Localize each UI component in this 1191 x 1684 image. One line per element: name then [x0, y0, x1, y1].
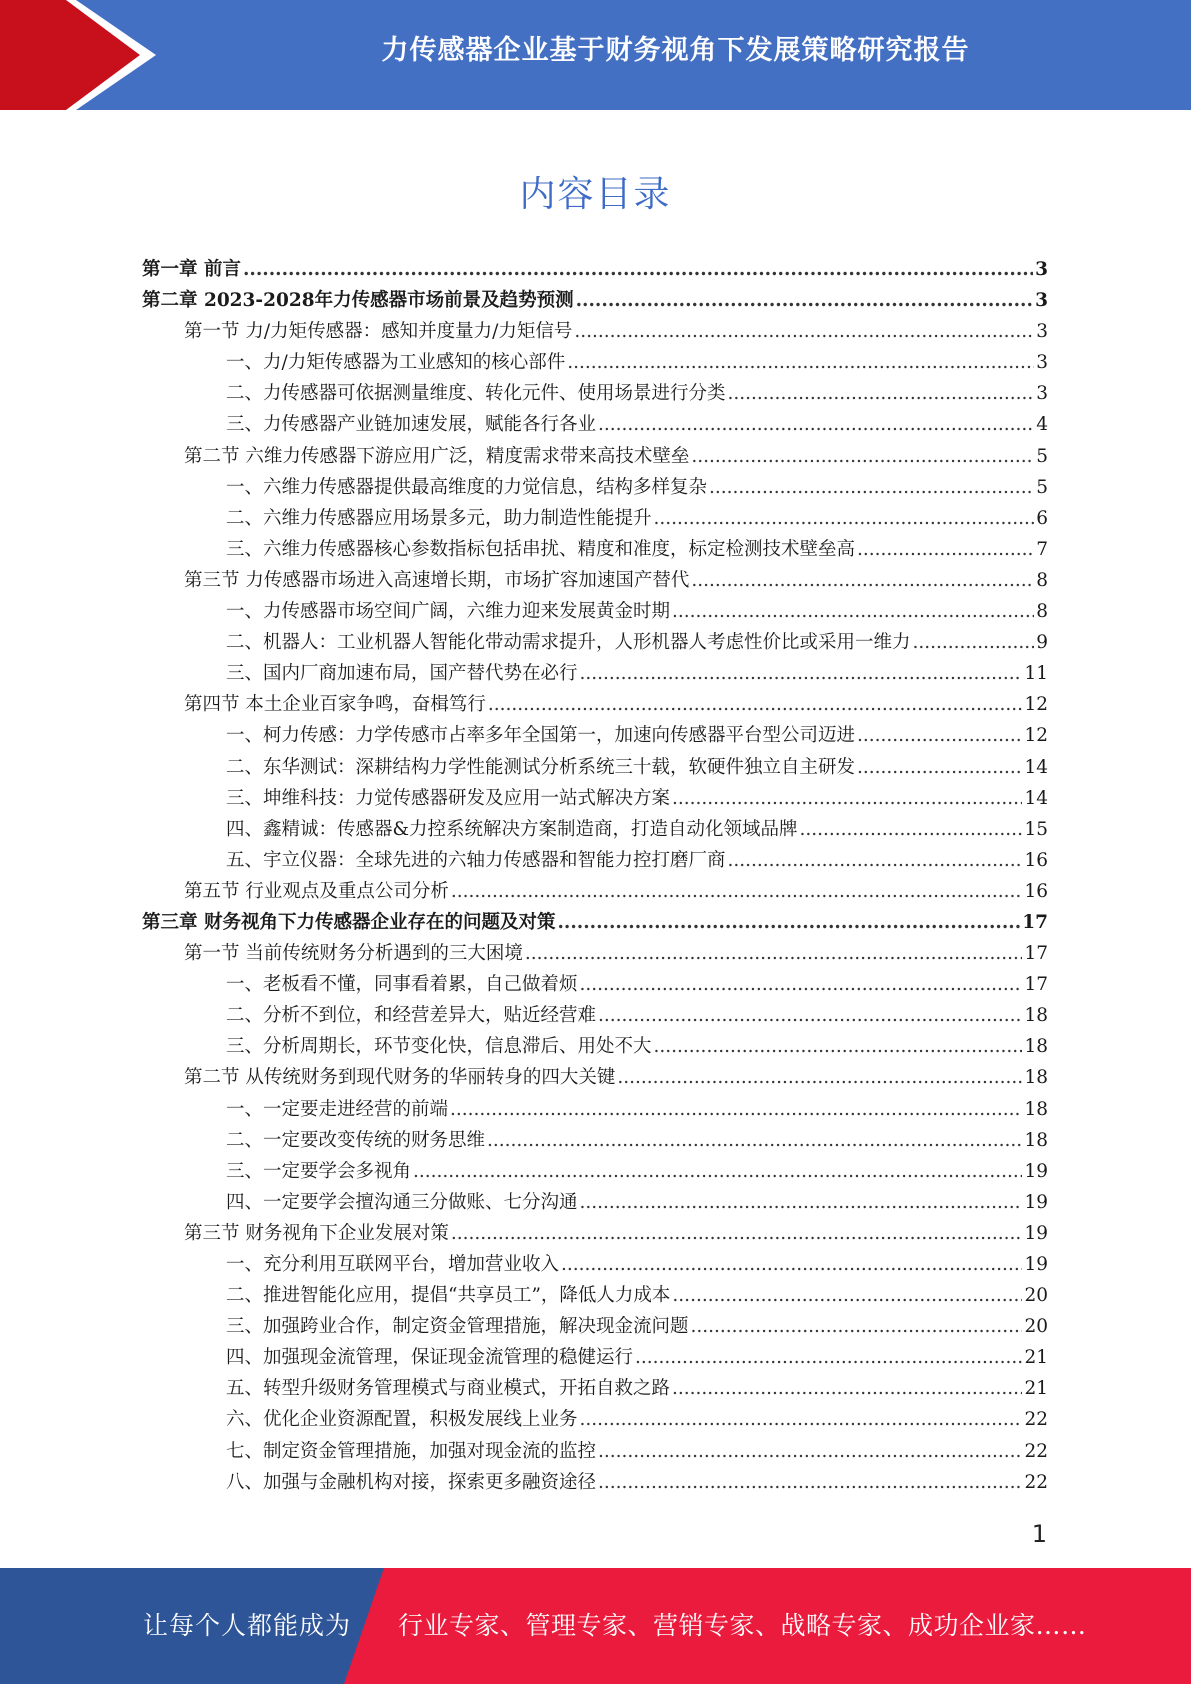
toc-dot-leader [598, 1467, 1022, 1498]
toc-dot-leader [243, 254, 1033, 285]
toc-entry-page: 15 [1024, 818, 1048, 840]
toc-subsection-entry[interactable] [142, 1311, 1048, 1342]
toc-entry-label: 二、一定要改变传统的财务思维 [226, 1129, 486, 1151]
toc-entry-label: 第三章 财务视角下力传感器企业存在的问题及对策 [142, 911, 556, 933]
toc-entry-page: 12 [1024, 725, 1048, 747]
footer-slogan-left: 让每个人都能成为 [143, 1611, 352, 1640]
toc-dot-leader [728, 845, 1023, 876]
toc-entry-page: 8 [1036, 569, 1048, 591]
toc-subsection-entry[interactable] [142, 1156, 1048, 1187]
toc-entry-label: 第一节 当前传统财务分析遇到的三大困境 [184, 943, 523, 965]
toc-section-entry[interactable] [142, 689, 1048, 720]
footer-banner [0, 1568, 1191, 1684]
toc-section-entry[interactable] [142, 1218, 1048, 1249]
toc-entry-page: 18 [1024, 1005, 1048, 1027]
toc-heading: 内容目录 [519, 174, 672, 215]
toc-dot-leader [672, 1280, 1022, 1311]
toc-entry-label: 三、国内厂商加速布局，国产替代势在必行 [226, 663, 578, 685]
toc-entry-label: 三、分析周期长，环节变化快，信息滞后、用处不大 [226, 1036, 652, 1058]
toc-entry-page: 18 [1024, 1067, 1048, 1089]
toc-subsection-entry[interactable] [142, 534, 1048, 565]
toc-entry-label: 一、老板看不懂，同事看着累，自己做着烦 [226, 974, 578, 996]
toc-entry-label: 一、力传感器市场空间广阔，六维力迎来发展黄金时期 [226, 601, 671, 623]
toc-dot-leader [672, 1373, 1022, 1404]
toc-entry-page: 4 [1036, 414, 1048, 436]
toc-entry-page: 17 [1022, 911, 1048, 933]
toc-entry-label: 第五节 行业观点及重点公司分析 [184, 880, 449, 902]
toc-entry-label: 四、一定要学会擅沟通三分做账、七分沟通 [226, 1191, 578, 1213]
toc-subsection-entry[interactable] [142, 409, 1048, 440]
toc-entry-page: 3 [1036, 352, 1048, 374]
toc-dot-leader [451, 1218, 1023, 1249]
toc-entry-page: 21 [1024, 1378, 1048, 1400]
page-number: 1 [1031, 1520, 1047, 1548]
toc-dot-leader [413, 1156, 1022, 1187]
toc-entry-page: 20 [1024, 1316, 1048, 1338]
header-red-arrow [0, 0, 150, 110]
toc-entry-label: 第二章 2023-2028年力传感器市场前景及趋势预测 [142, 290, 574, 312]
toc-dot-leader [525, 938, 1023, 969]
toc-subsection-entry[interactable] [142, 627, 1048, 658]
toc-dot-leader [580, 969, 1023, 1000]
toc-entry-page: 20 [1024, 1285, 1048, 1307]
toc-entry-label: 二、六维力传感器应用场景多元，助力制造性能提升 [226, 507, 652, 529]
toc-entry-label: 一、力/力矩传感器为工业感知的核心部件 [226, 352, 566, 374]
toc-dot-leader [580, 658, 1023, 689]
toc-entry-page: 18 [1024, 1098, 1048, 1120]
toc-section-entry[interactable] [142, 1062, 1048, 1093]
table-of-contents [142, 254, 1048, 1498]
toc-dot-leader [654, 503, 1035, 534]
toc-entry-label: 第二节 从传统财务到现代财务的华丽转身的四大关键 [184, 1067, 616, 1089]
toc-entry-page: 3 [1035, 259, 1048, 280]
toc-entry-label: 七、制定资金管理措施，加强对现金流的监控 [226, 1440, 597, 1462]
toc-entry-label: 一、一定要走进经营的前端 [226, 1098, 449, 1120]
toc-entry-label: 第一章 前言 [142, 259, 241, 280]
toc-dot-leader [561, 1249, 1022, 1280]
toc-subsection-entry[interactable] [142, 845, 1048, 876]
toc-subsection-entry[interactable] [142, 596, 1048, 627]
toc-dot-leader [672, 596, 1034, 627]
toc-entry-label: 三、一定要学会多视角 [226, 1160, 412, 1182]
toc-entry-page: 22 [1024, 1409, 1048, 1431]
toc-section-entry[interactable] [142, 441, 1048, 472]
toc-subsection-entry[interactable] [142, 1280, 1048, 1311]
toc-dot-leader [857, 534, 1034, 565]
toc-subsection-entry[interactable] [142, 1342, 1048, 1373]
toc-subsection-entry[interactable] [142, 658, 1048, 689]
toc-subsection-entry[interactable] [142, 1125, 1048, 1156]
toc-entry-label: 八、加强与金融机构对接，探索更多融资途径 [226, 1471, 597, 1493]
toc-dot-leader [691, 565, 1034, 596]
toc-subsection-entry[interactable] [142, 1249, 1048, 1280]
toc-subsection-entry[interactable] [142, 1404, 1048, 1435]
toc-entry-label: 三、六维力传感器核心参数指标包括串扰、精度和准度，标定检测技术壁垒高 [226, 538, 856, 560]
toc-entry-page: 19 [1024, 1191, 1048, 1213]
toc-dot-leader [580, 1187, 1023, 1218]
toc-entry-page: 16 [1024, 880, 1048, 902]
toc-subsection-entry[interactable] [142, 378, 1048, 409]
toc-entry-label: 二、分析不到位，和经营差异大，贴近经营难 [226, 1005, 597, 1027]
toc-chapter-entry[interactable] [142, 285, 1048, 316]
toc-entry-page: 12 [1024, 694, 1048, 716]
toc-entry-label: 一、柯力传感：力学传感市占率多年全国第一，加速向传感器平台型公司迈进 [226, 725, 856, 747]
toc-entry-label: 一、六维力传感器提供最高维度的力觉信息，结构多样复杂 [226, 476, 708, 498]
toc-subsection-entry[interactable] [142, 503, 1048, 534]
toc-entry-page: 3 [1036, 383, 1048, 405]
toc-entry-label: 第二节 六维力传感器下游应用广泛，精度需求带来高技术壁垒 [184, 445, 690, 467]
toc-subsection-entry[interactable] [142, 347, 1048, 378]
toc-entry-page: 7 [1036, 538, 1048, 560]
toc-entry-label: 第三节 财务视角下企业发展对策 [184, 1222, 449, 1244]
toc-subsection-entry[interactable] [142, 969, 1048, 1000]
toc-subsection-entry[interactable] [142, 1000, 1048, 1031]
toc-dot-leader [635, 1342, 1022, 1373]
toc-entry-label: 二、机器人：工业机器人智能化带动需求提升，人形机器人考虑性价比或采用一维力 [226, 632, 911, 654]
toc-dot-leader [451, 876, 1023, 907]
toc-dot-leader [450, 1094, 1022, 1125]
toc-entry-label: 第三节 力传感器市场进入高速增长期，市场扩容加速国产替代 [184, 569, 690, 591]
toc-dot-leader [709, 472, 1034, 503]
toc-entry-page: 11 [1024, 663, 1048, 685]
toc-entry-label: 四、鑫精诚：传感器&力控系统解决方案制造商，打造自动化领域品牌 [226, 818, 798, 840]
toc-dot-leader [598, 1436, 1022, 1467]
toc-entry-page: 18 [1024, 1129, 1048, 1151]
report-title: 力传感器企业基于财务视角下发展策略研究报告 [381, 35, 970, 66]
toc-dot-leader [691, 441, 1034, 472]
toc-entry-page: 9 [1036, 632, 1048, 654]
toc-subsection-entry[interactable] [142, 720, 1048, 751]
toc-dot-leader [691, 1311, 1023, 1342]
toc-entry-label: 二、东华测试：深耕结构力学性能测试分析系统三十载，软硬件独立自主研发 [226, 756, 856, 778]
toc-entry-page: 18 [1024, 1036, 1048, 1058]
toc-entry-page: 22 [1024, 1471, 1048, 1493]
toc-dot-leader [913, 627, 1035, 658]
toc-dot-leader [799, 814, 1022, 845]
toc-section-entry[interactable] [142, 565, 1048, 596]
toc-entry-label: 六、优化企业资源配置，积极发展线上业务 [226, 1409, 578, 1431]
toc-entry-label: 二、力传感器可依据测量维度、转化元件、使用场景进行分类 [226, 383, 726, 405]
toc-subsection-entry[interactable] [142, 783, 1048, 814]
toc-entry-page: 5 [1036, 445, 1048, 467]
toc-dot-leader [487, 1125, 1022, 1156]
toc-dot-leader [598, 1000, 1022, 1031]
toc-entry-page: 5 [1036, 476, 1048, 498]
toc-section-entry[interactable] [142, 876, 1048, 907]
toc-subsection-entry[interactable] [142, 1031, 1048, 1062]
toc-dot-leader [728, 378, 1035, 409]
toc-entry-label: 第一节 力/力矩传感器：感知并度量力/力矩信号 [184, 321, 573, 343]
toc-chapter-entry[interactable] [142, 254, 1048, 285]
toc-entry-page: 14 [1024, 756, 1048, 778]
toc-dot-leader [598, 409, 1034, 440]
toc-dot-leader [857, 720, 1022, 751]
toc-dot-leader [580, 1404, 1023, 1435]
toc-dot-leader [574, 316, 1034, 347]
toc-entry-page: 19 [1024, 1160, 1048, 1182]
toc-dot-leader [576, 285, 1034, 316]
toc-entry-page: 17 [1024, 943, 1048, 965]
toc-entry-page: 22 [1024, 1440, 1048, 1462]
toc-entry-label: 第四节 本土企业百家争鸣，奋楫笃行 [184, 694, 486, 716]
toc-subsection-entry[interactable] [142, 814, 1048, 845]
toc-entry-page: 19 [1024, 1222, 1048, 1244]
toc-entry-label: 三、力传感器产业链加速发展，赋能各行各业 [226, 414, 597, 436]
toc-entry-label: 二、推进智能化应用，提倡“共享员工”，降低人力成本 [226, 1285, 671, 1307]
toc-entry-label: 三、坤维科技：力觉传感器研发及应用一站式解决方案 [226, 787, 671, 809]
toc-dot-leader [654, 1031, 1023, 1062]
toc-entry-page: 14 [1024, 787, 1048, 809]
toc-entry-page: 16 [1024, 849, 1048, 871]
toc-subsection-entry[interactable] [142, 1373, 1048, 1404]
toc-entry-label: 五、宇立仪器：全球先进的六轴力传感器和智能力控打磨厂商 [226, 849, 726, 871]
toc-entry-page: 19 [1024, 1254, 1048, 1275]
toc-section-entry[interactable] [142, 316, 1048, 347]
toc-section-entry[interactable] [142, 938, 1048, 969]
toc-entry-page: 6 [1036, 507, 1048, 529]
toc-dot-leader [557, 907, 1020, 938]
toc-subsection-entry[interactable] [142, 1467, 1048, 1498]
toc-chapter-entry[interactable] [142, 907, 1048, 938]
toc-entry-label: 三、加强跨业合作，制定资金管理措施，解决现金流问题 [226, 1316, 689, 1338]
toc-entry-page: 21 [1024, 1347, 1048, 1369]
toc-dot-leader [488, 689, 1023, 720]
toc-entry-page: 17 [1024, 974, 1048, 996]
toc-subsection-entry[interactable] [142, 1187, 1048, 1218]
toc-subsection-entry[interactable] [142, 752, 1048, 783]
toc-entry-label: 五、转型升级财务管理模式与商业模式，开拓自救之路 [226, 1378, 671, 1400]
footer-slogan-right: 行业专家、管理专家、营销专家、战略专家、成功企业家…… [398, 1611, 1087, 1640]
toc-subsection-entry[interactable] [142, 472, 1048, 503]
toc-entry-page: 8 [1036, 601, 1048, 623]
toc-entry-label: 一、充分利用互联网平台，增加营业收入 [226, 1254, 560, 1275]
toc-subsection-entry[interactable] [142, 1094, 1048, 1125]
toc-dot-leader [567, 347, 1034, 378]
toc-subsection-entry[interactable] [142, 1436, 1048, 1467]
toc-entry-page: 3 [1035, 290, 1048, 312]
toc-dot-leader [617, 1062, 1022, 1093]
toc-dot-leader [857, 752, 1022, 783]
toc-dot-leader [672, 783, 1022, 814]
toc-entry-page: 3 [1036, 321, 1048, 343]
header-banner [0, 0, 1191, 110]
toc-entry-label: 四、加强现金流管理，保证现金流管理的稳健运行 [226, 1347, 634, 1369]
